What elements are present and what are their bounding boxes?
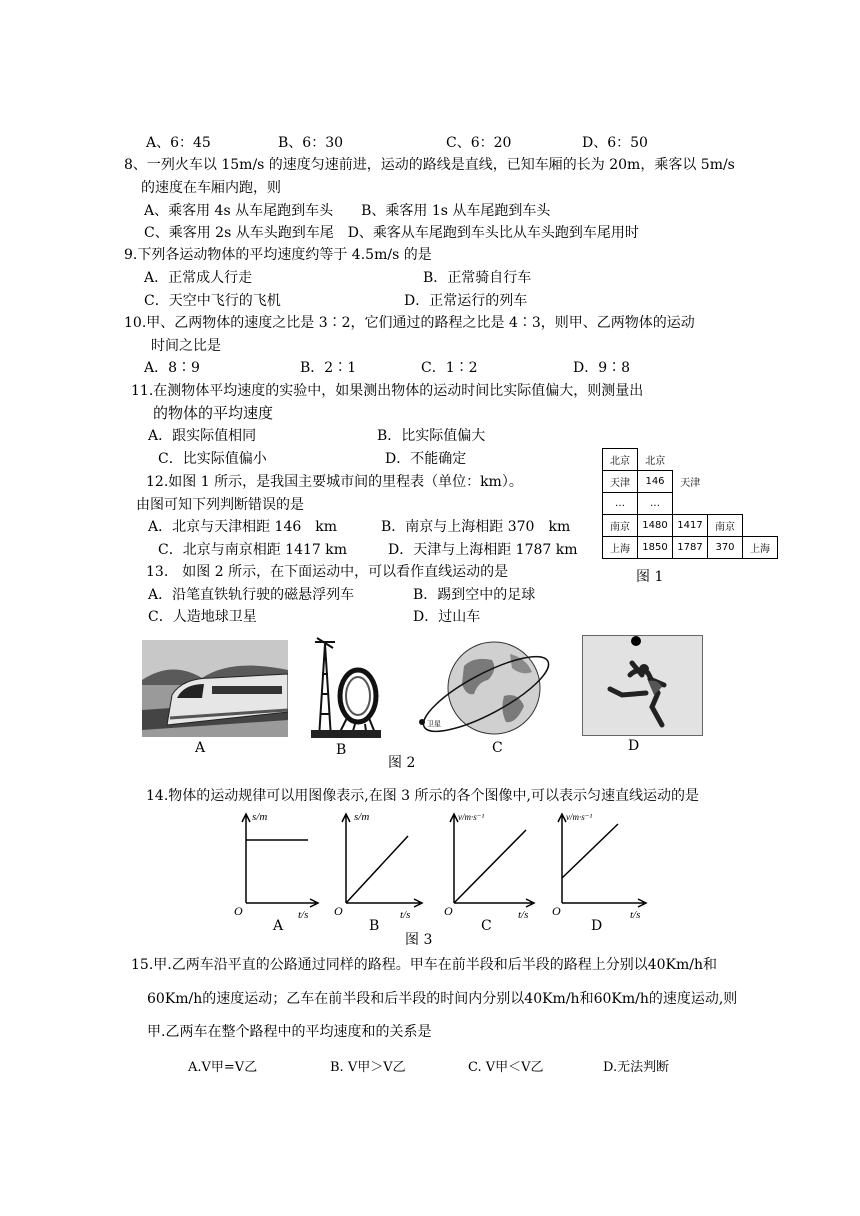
q13-option-d: D．过山车 — [413, 609, 481, 625]
q11-stem-line1: 11.在测物体平均速度的实验中，如果测出物体的运动时间比实际值偏大，则测量出 — [131, 383, 644, 399]
figure2-photo-a-maglev-train — [142, 640, 288, 737]
q13-option-c: C．人造地球卫星 — [148, 609, 257, 625]
figure3-label-d: D — [591, 918, 603, 934]
graph-a-ylabel: s/m — [252, 811, 268, 823]
q10-option-a: A．8∶9 — [144, 360, 200, 376]
mileage-table-cell: … — [603, 493, 638, 515]
graph-b-xlabel: t/s — [400, 909, 411, 920]
mileage-table — [602, 448, 778, 559]
mileage-table-cell: 1787 — [673, 537, 708, 559]
q9-option-d: D．正常运行的列车 — [404, 293, 528, 309]
q12-option-b: B．南京与上海相距 370 km — [381, 519, 571, 535]
motion-graph-d — [548, 808, 652, 920]
mileage-table-cell — [673, 449, 708, 471]
graph-b-origin: O — [334, 904, 343, 918]
q10-option-c: C．1∶2 — [421, 360, 478, 376]
q12-option-d: D．天津与上海相距 1787 km — [388, 542, 578, 558]
q7-option-b: B、6：30 — [278, 135, 344, 151]
q7-option-c: C、6：20 — [446, 135, 512, 151]
q10-stem-line1: 10.甲、乙两物体的速度之比是 3∶2，它们通过的路程之比是 4∶3，则甲、乙两物体的运动 — [124, 315, 695, 331]
mileage-table-cell: 146 — [638, 471, 673, 493]
graph-a-xlabel: t/s — [298, 909, 309, 920]
q13-option-b: B．踢到空中的足球 — [413, 587, 536, 603]
q15-option-b: B. V甲＞V乙 — [330, 1060, 406, 1075]
q12-option-c: C．北京与南京相距 1417 km — [158, 542, 347, 558]
figure2-photo-c-earth-satellite — [414, 636, 552, 740]
q12-option-a: A．北京与天津相距 146 km — [148, 519, 338, 535]
q8-stem-line1: 8、一列火车以 15m/s 的速度匀速前进，运动的路线是直线，已知车厢的长为 20m，乘客以 5m/s — [124, 157, 735, 173]
q9-option-c: C．天空中飞行的飞机 — [144, 293, 281, 309]
graph-a-origin: O — [234, 904, 243, 918]
figure2-caption: 图 2 — [388, 755, 416, 771]
figure2-photo-d-soccer-kick — [582, 635, 703, 736]
mileage-table-row — [603, 471, 778, 493]
q11-option-d: D．不能确定 — [385, 451, 467, 467]
q11-option-c: C．比实际值偏小 — [158, 451, 267, 467]
graph-b-ylabel: s/m — [354, 811, 370, 823]
graph-c-origin: O — [444, 904, 453, 918]
q15-option-d: D.无法判断 — [603, 1060, 670, 1075]
mileage-table-row — [603, 515, 778, 537]
motion-graph-b — [328, 808, 428, 920]
mileage-table-cell — [743, 515, 778, 537]
figure2-label-b: B — [336, 742, 347, 758]
q7-option-a: A、6：45 — [146, 135, 211, 151]
q10-option-b: B．2∶1 — [300, 360, 357, 376]
q9-option-a: A．正常成人行走 — [144, 270, 253, 286]
mileage-table-cell: 天津 — [603, 471, 638, 493]
figure2-photo-b-roller-coaster — [311, 634, 381, 738]
satellite-label: 卫星 — [427, 720, 441, 728]
q13-option-a: A．沿笔直铁轨行驶的磁悬浮列车 — [148, 587, 355, 603]
q12-stem-line2: 由图可知下列判断错误的是 — [136, 497, 304, 513]
motion-graph-c — [440, 808, 540, 920]
figure2-label-d: D — [628, 738, 640, 754]
mileage-table-cell: 南京 — [708, 515, 743, 537]
mileage-table-cell: 北京 — [645, 455, 666, 467]
q11-option-a: A．跟实际值相同 — [148, 428, 257, 444]
mileage-table-row — [603, 493, 778, 515]
mileage-table-cell: 天津 — [680, 478, 701, 489]
graph-d-origin: O — [552, 904, 561, 918]
q15-option-a: A.V甲=V乙 — [188, 1060, 258, 1075]
graph-c-xlabel: t/s — [518, 909, 529, 920]
mileage-table-cell — [708, 493, 743, 515]
figure2-label-a: A — [195, 740, 206, 756]
figure1-caption: 图 1 — [636, 569, 664, 585]
q8-options-ab: A、乘客用 4s 从车尾跑到车头 B、乘客用 1s 从车尾跑到车头 — [144, 203, 551, 219]
motion-graph-a — [228, 808, 323, 920]
mileage-table-cell: 上海 — [743, 537, 778, 559]
q8-options-cd: C、乘客用 2s 从车头跑到车尾 D、乘客从车尾跑到车头比从车头跑到车尾用时 — [144, 225, 639, 241]
mileage-table-cell: 北京 — [603, 449, 638, 471]
mileage-table-cell — [743, 471, 778, 493]
mileage-table-cell — [743, 449, 778, 471]
mileage-table-cell: … — [638, 493, 673, 515]
mileage-table-cell — [708, 471, 743, 493]
q10-stem-line2: 时间之比是 — [151, 338, 221, 354]
graph-d-ylabel: v/m·s⁻¹ — [566, 812, 593, 822]
mileage-table-cell: 1850 — [638, 537, 673, 559]
q15-stem-line3: 甲.乙两车在整个路程中的平均速度和的关系是 — [147, 1024, 432, 1040]
q11-stem-line2: 的物体的平均速度 — [153, 404, 274, 422]
mileage-table-cell — [708, 449, 743, 471]
figure3-label-b: B — [369, 918, 380, 934]
mileage-table-cell — [743, 493, 778, 515]
mileage-table-cell: 1417 — [673, 515, 708, 537]
figure3-label-a: A — [273, 918, 284, 934]
graph-c-ylabel: v/m·s⁻¹ — [458, 812, 485, 822]
figure2-label-c: C — [492, 740, 503, 756]
q9-stem: 9.下列各运动物体的平均速度约等于 4.5m/s 的是 — [124, 247, 432, 263]
mileage-table-cell: 1480 — [638, 515, 673, 537]
mileage-table-cell: 370 — [708, 537, 743, 559]
q14-stem: 14.物体的运动规律可以用图像表示,在图 3 所示的各个图像中,可以表示匀速直线运动的是 — [146, 788, 699, 804]
figure3-label-c: C — [481, 918, 492, 934]
q10-option-d: D．9∶8 — [573, 360, 631, 376]
q11-option-b: B．比实际值偏大 — [377, 428, 486, 444]
q15-option-c: C. V甲＜V乙 — [468, 1060, 544, 1075]
figure3-caption: 图 3 — [405, 932, 433, 948]
q9-option-b: B．正常骑自行车 — [423, 270, 532, 286]
mileage-table-cell: 南京 — [603, 515, 638, 537]
q15-stem-line2: 60Km/h的速度运动；乙车在前半段和后半段的时间内分别以40Km/h和60Km/h的速度运动,则 — [147, 991, 738, 1007]
mileage-table-row — [603, 537, 778, 559]
mileage-table-cell: 上海 — [603, 537, 638, 559]
graph-d-xlabel: t/s — [630, 909, 641, 920]
q12-stem-line1: 12.如图 1 所示，是我国主要城市间的里程表（单位：km）。 — [146, 474, 523, 490]
q15-stem-line1: 15.甲.乙两车沿平直的公路通过同样的路程。甲车在前半段和后半段的路程上分别以40Km/h和 — [131, 957, 717, 973]
mileage-table-cell — [673, 493, 708, 515]
q7-option-d: D、6：50 — [582, 135, 648, 151]
q13-stem: 13. 如图 2 所示，在下面运动中，可以看作直线运动的是 — [146, 564, 509, 580]
q8-stem-line2: 的速度在车厢内跑，则 — [141, 180, 281, 196]
mileage-table-row — [603, 449, 778, 471]
